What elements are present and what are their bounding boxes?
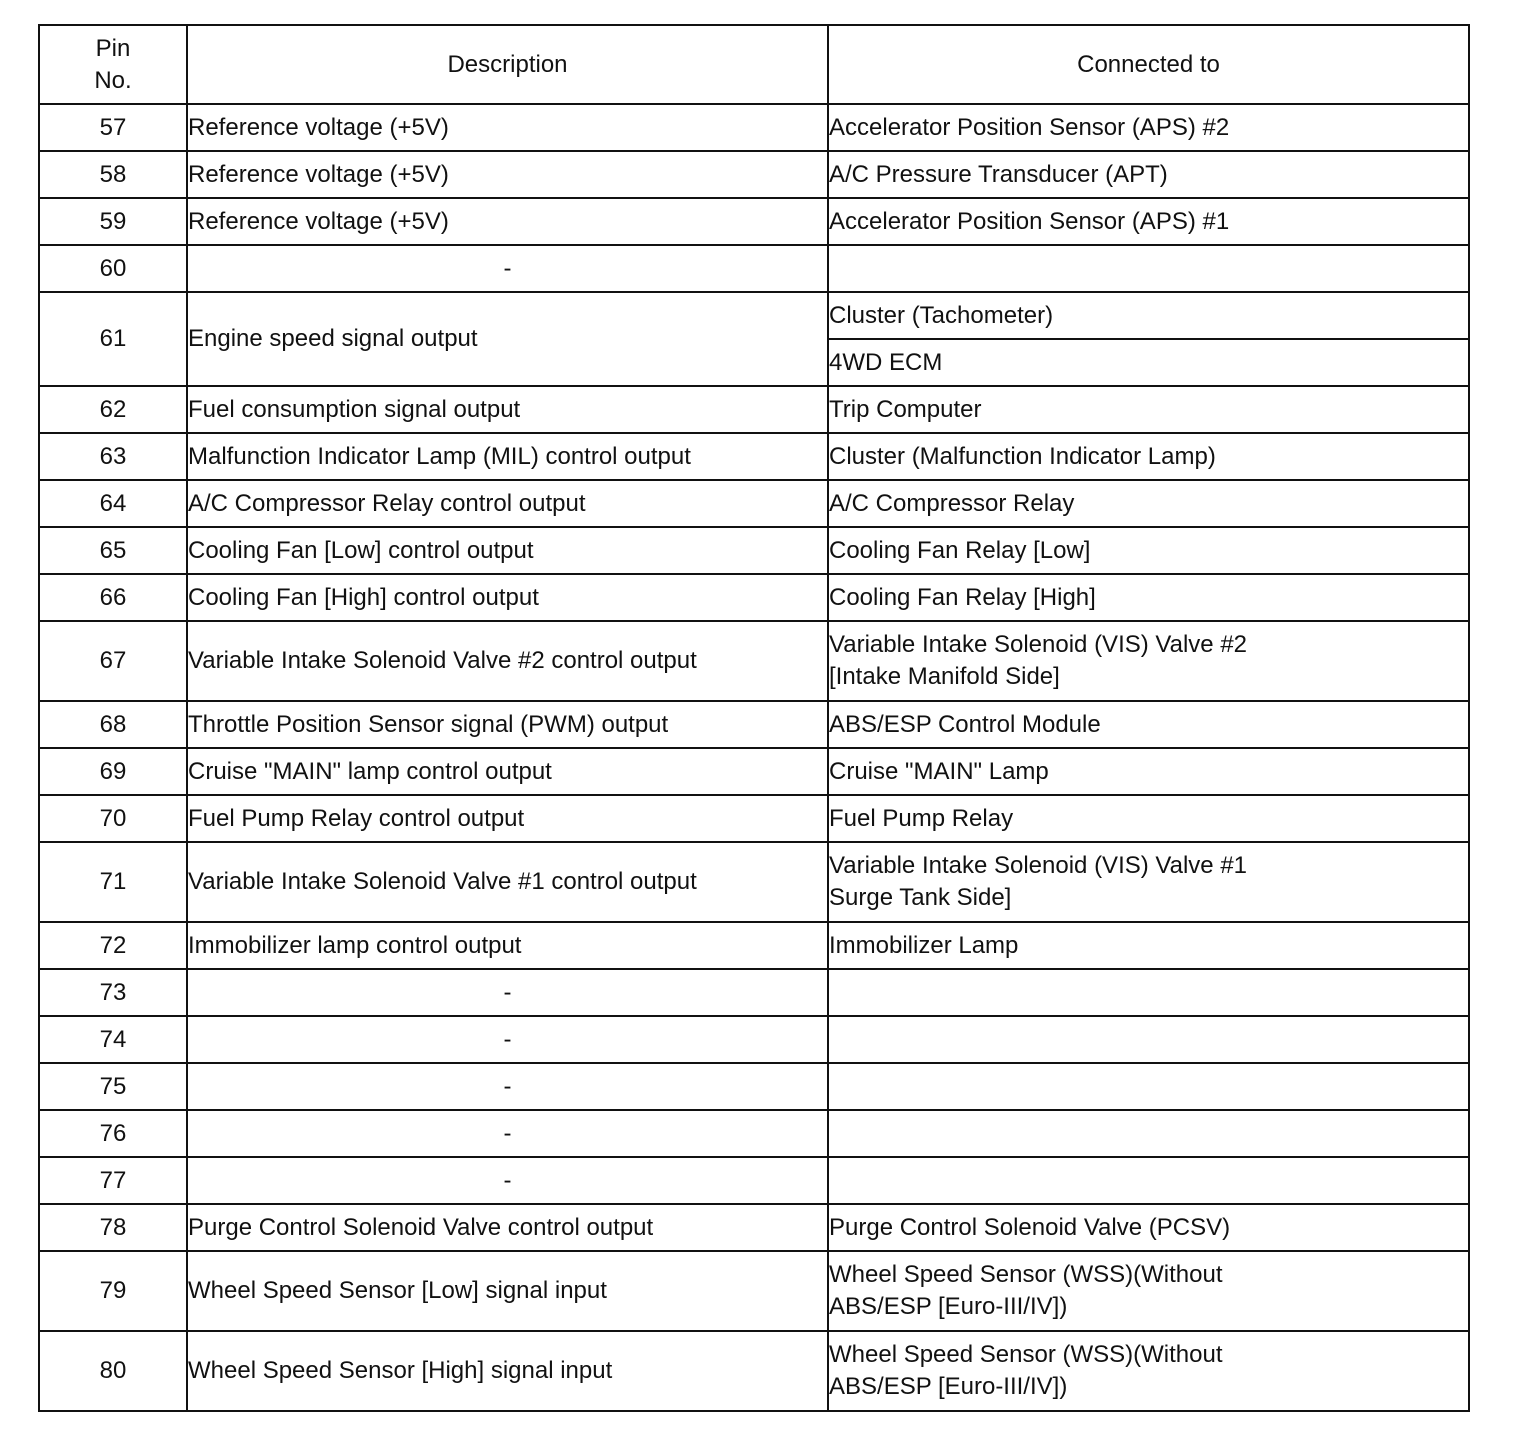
pin-description: - <box>187 1110 828 1157</box>
pin-number: 68 <box>39 701 187 748</box>
pin-description: A/C Compressor Relay control output <box>187 480 828 527</box>
pin-number: 72 <box>39 922 187 969</box>
pin-connection <box>828 969 1469 1016</box>
table-row <box>39 1063 1469 1110</box>
pin-description: Purge Control Solenoid Valve control output <box>187 1204 828 1251</box>
pin-description: Reference voltage (+5V) <box>187 104 828 151</box>
pin-description: Wheel Speed Sensor [Low] signal input <box>187 1251 828 1331</box>
table-row <box>39 292 1469 339</box>
pin-connection <box>828 1063 1469 1110</box>
pin-description: Cruise "MAIN" lamp control output <box>187 748 828 795</box>
table-row <box>39 1157 1469 1204</box>
pin-number: 76 <box>39 1110 187 1157</box>
table-row <box>39 198 1469 245</box>
table-row <box>39 1110 1469 1157</box>
pin-connection: Immobilizer Lamp <box>828 922 1469 969</box>
pin-description: Fuel consumption signal output <box>187 386 828 433</box>
pin-number: 73 <box>39 969 187 1016</box>
pin-number: 62 <box>39 386 187 433</box>
pin-description: Malfunction Indicator Lamp (MIL) control output <box>187 433 828 480</box>
table-row <box>39 621 1469 701</box>
pin-description: Cooling Fan [High] control output <box>187 574 828 621</box>
pin-connection: Fuel Pump Relay <box>828 795 1469 842</box>
pin-description: Fuel Pump Relay control output <box>187 795 828 842</box>
pin-number: 71 <box>39 842 187 922</box>
pin-table <box>38 24 1470 1412</box>
header-connected-to: Connected to <box>828 25 1469 104</box>
pin-connection: Accelerator Position Sensor (APS) #2 <box>828 104 1469 151</box>
pin-connection <box>828 1110 1469 1157</box>
pin-connection: 4WD ECM <box>828 339 1469 386</box>
table-row <box>39 701 1469 748</box>
pin-connection: Cruise "MAIN" Lamp <box>828 748 1469 795</box>
table-row <box>39 480 1469 527</box>
table-row <box>39 1251 1469 1331</box>
table-row <box>39 245 1469 292</box>
pin-connection: Cooling Fan Relay [High] <box>828 574 1469 621</box>
pin-description: - <box>187 1016 828 1063</box>
pin-description: - <box>187 969 828 1016</box>
table-row <box>39 748 1469 795</box>
table-row <box>39 1331 1469 1411</box>
pin-number: 58 <box>39 151 187 198</box>
pin-connection: Cluster (Malfunction Indicator Lamp) <box>828 433 1469 480</box>
pin-description: Reference voltage (+5V) <box>187 198 828 245</box>
pin-description: - <box>187 1063 828 1110</box>
pin-connection: Accelerator Position Sensor (APS) #1 <box>828 198 1469 245</box>
table-row <box>39 433 1469 480</box>
pin-connection: Cooling Fan Relay [Low] <box>828 527 1469 574</box>
pin-number: 63 <box>39 433 187 480</box>
pin-connection: Wheel Speed Sensor (WSS)(Without ABS/ESP [Euro-III/IV]) <box>828 1251 1469 1331</box>
pin-number: 61 <box>39 292 187 386</box>
pin-number: 78 <box>39 1204 187 1251</box>
table-row <box>39 104 1469 151</box>
pin-connection: A/C Compressor Relay <box>828 480 1469 527</box>
table-row <box>39 1204 1469 1251</box>
pin-connection: Variable Intake Solenoid (VIS) Valve #2 [Intake Manifold Side] <box>828 621 1469 701</box>
pin-number: 74 <box>39 1016 187 1063</box>
pin-connection: ABS/ESP Control Module <box>828 701 1469 748</box>
table-row <box>39 386 1469 433</box>
table-row <box>39 969 1469 1016</box>
table-row <box>39 842 1469 922</box>
pin-description: Immobilizer lamp control output <box>187 922 828 969</box>
pin-description: Throttle Position Sensor signal (PWM) output <box>187 701 828 748</box>
pin-description: Variable Intake Solenoid Valve #1 control output <box>187 842 828 922</box>
pin-connection: Wheel Speed Sensor (WSS)(Without ABS/ESP [Euro-III/IV]) <box>828 1331 1469 1411</box>
table-row <box>39 922 1469 969</box>
pin-number: 80 <box>39 1331 187 1411</box>
pin-description: Wheel Speed Sensor [High] signal input <box>187 1331 828 1411</box>
pin-number: 66 <box>39 574 187 621</box>
table-row <box>39 151 1469 198</box>
pin-number: 79 <box>39 1251 187 1331</box>
pin-connection: Purge Control Solenoid Valve (PCSV) <box>828 1204 1469 1251</box>
pin-number: 75 <box>39 1063 187 1110</box>
pin-number: 77 <box>39 1157 187 1204</box>
table-header-row <box>39 25 1469 104</box>
pin-description: Engine speed signal output <box>187 292 828 386</box>
pin-number: 65 <box>39 527 187 574</box>
pin-connection: Cluster (Tachometer) <box>828 292 1469 339</box>
pin-description: - <box>187 245 828 292</box>
pin-connection <box>828 245 1469 292</box>
table-row <box>39 795 1469 842</box>
header-description: Description <box>187 25 828 104</box>
pin-number: 64 <box>39 480 187 527</box>
table-row <box>39 1016 1469 1063</box>
pin-description: Cooling Fan [Low] control output <box>187 527 828 574</box>
pin-connection <box>828 1016 1469 1063</box>
pin-number: 69 <box>39 748 187 795</box>
pin-number: 57 <box>39 104 187 151</box>
table-row <box>39 527 1469 574</box>
pin-connection <box>828 1157 1469 1204</box>
pin-connection: A/C Pressure Transducer (APT) <box>828 151 1469 198</box>
pin-description: Variable Intake Solenoid Valve #2 control output <box>187 621 828 701</box>
pin-number: 67 <box>39 621 187 701</box>
header-pin-no: Pin No. <box>39 25 187 104</box>
table-row <box>39 574 1469 621</box>
pin-number: 60 <box>39 245 187 292</box>
pin-description: Reference voltage (+5V) <box>187 151 828 198</box>
pin-number: 70 <box>39 795 187 842</box>
pin-description: - <box>187 1157 828 1204</box>
pin-number: 59 <box>39 198 187 245</box>
pin-connection: Variable Intake Solenoid (VIS) Valve #1 Surge Tank Side] <box>828 842 1469 922</box>
pin-connection: Trip Computer <box>828 386 1469 433</box>
